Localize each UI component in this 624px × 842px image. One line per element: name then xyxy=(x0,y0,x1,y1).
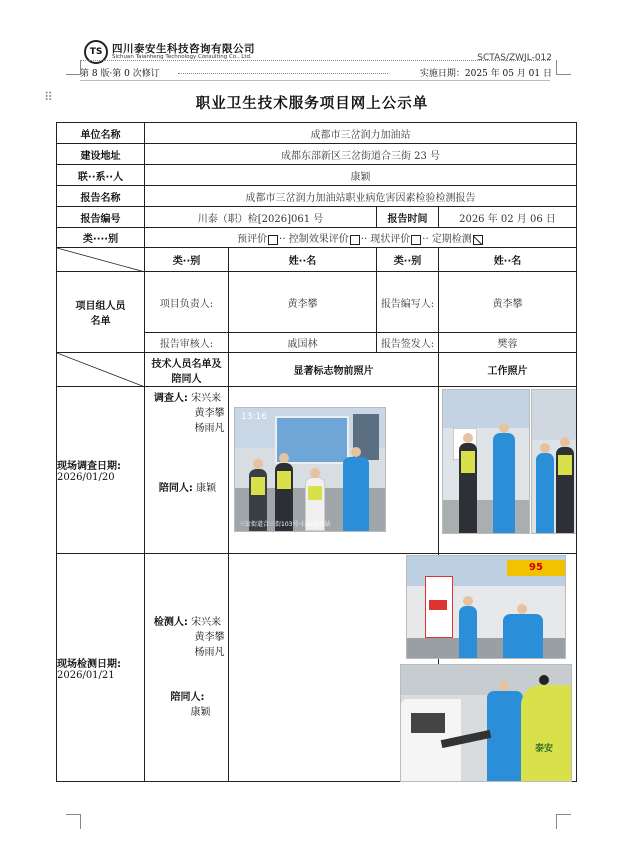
report-number-label: 报告编号 xyxy=(57,207,145,228)
inspector-name: 黄李攀 xyxy=(194,632,225,643)
company-name: 四川泰安生科技咨询有限公司 xyxy=(112,43,255,55)
address-label: 建设地址 xyxy=(57,144,145,165)
photo-caption: 三岔街道合三街103号·石油加油站 xyxy=(239,521,331,528)
inspector-label: 检测人: xyxy=(153,617,188,628)
report-writer-label: 报告编写人: xyxy=(377,272,439,333)
header-rule xyxy=(80,80,550,81)
type-option-label: 预评价 xyxy=(237,234,268,245)
report-signer-name: 樊蓉 xyxy=(439,333,577,353)
status-evaluation-checkbox[interactable] xyxy=(411,235,421,245)
report-time-value: 2026 年 02 月 06 日 xyxy=(439,207,577,228)
project-leader-name: 黄李攀 xyxy=(229,272,377,333)
periodic-inspection-checkbox[interactable] xyxy=(473,235,483,245)
report-time-label: 报告时间 xyxy=(377,207,439,228)
project-group-text: 项目组人员名单 xyxy=(75,301,126,327)
survey-landmark-photo-cell xyxy=(229,387,439,554)
page-corner-mark xyxy=(66,60,81,75)
report-reviewer-name: 戚国林 xyxy=(229,333,377,353)
survey-date-cell xyxy=(57,387,145,554)
company-logo: TS xyxy=(84,40,108,64)
companion-name: 康颖 xyxy=(190,707,211,718)
companion-name: 康颖 xyxy=(196,483,217,494)
project-group-label xyxy=(57,272,145,353)
type-label: 类····别 xyxy=(57,228,145,248)
staff-name-header-2: 姓··名 xyxy=(439,248,577,272)
investigator-label: 调查人: xyxy=(153,393,188,404)
pre-evaluation-checkbox[interactable] xyxy=(268,235,278,245)
staff-type-header-2: 类··别 xyxy=(377,248,439,272)
inspection-photo-1 xyxy=(406,555,566,659)
diagonal-line xyxy=(57,248,145,272)
revision-label: 第 8 版·第 0 次修订 xyxy=(80,69,160,79)
inspection-staff-cell xyxy=(145,554,229,782)
page-corner-mark xyxy=(556,814,571,829)
control-effect-checkbox[interactable] xyxy=(350,235,360,245)
page-corner-mark xyxy=(556,60,571,75)
investigator-name: 宋兴来 xyxy=(191,393,222,404)
report-name-value: 成都市三岔润力加油站职业病危害因素检验检测报告 xyxy=(145,186,577,207)
page-corner-mark xyxy=(66,814,81,829)
header-dotted-line xyxy=(178,73,388,74)
vest-text: 泰安 xyxy=(535,744,554,754)
contact-value: 康颖 xyxy=(145,165,577,186)
report-writer-name: 黄李攀 xyxy=(439,272,577,333)
type-option-label: 现状评价 xyxy=(370,234,411,245)
work-photo-1 xyxy=(442,389,530,534)
staff-type-header: 类··别 xyxy=(145,248,229,272)
unit-name-label: 单位名称 xyxy=(57,123,145,144)
report-signer-label: 报告签发人: xyxy=(377,333,439,353)
document-code: SCTAS/ZWJL-012 xyxy=(477,53,552,63)
work-photo-header: 工作照片 xyxy=(439,353,577,387)
diagonal-line xyxy=(57,353,145,387)
landmark-photo-header: 显著标志物前照片 xyxy=(229,353,439,387)
implementation-date: 实施日期：2025 年 05 月 01 日 xyxy=(419,69,552,79)
inspection-date-cell xyxy=(57,554,145,782)
work-photo-2 xyxy=(531,389,577,534)
address-value: 成都东部新区三岔街道合三街 23 号 xyxy=(145,144,577,165)
survey-work-photo-cell xyxy=(439,387,577,554)
landmark-photo xyxy=(234,407,386,532)
type-option-label: 控制效果评价 xyxy=(288,234,349,245)
companion-label: 陪同人: xyxy=(170,692,205,703)
inspector-name: 宋兴来 xyxy=(191,617,222,628)
page-title: 职业卫生技术服务项目网上公示单 xyxy=(195,96,429,112)
survey-date-label: 现场调查日期: xyxy=(57,461,121,472)
company-name-en: Sichuan Taianheng Technology Consulting Co., Ltd. xyxy=(112,54,252,60)
staff-name-header: 姓··名 xyxy=(229,248,377,272)
type-options: 预评价 ·· 控制效果评价 ·· 现状评价 ·· 定期检测 xyxy=(145,228,577,248)
report-number-value: 川泰（职）检[2026]061 号 xyxy=(145,207,377,228)
tech-staff-header: 技术人员名单及陪同人 xyxy=(145,353,229,387)
inspection-date-label: 现场检测日期: xyxy=(57,658,121,670)
companion-label: 陪同人: xyxy=(158,483,193,494)
contact-label: 联··系··人 xyxy=(57,165,145,186)
pump-number: 95 xyxy=(507,560,565,576)
photo-timestamp: 13:16 xyxy=(241,412,267,422)
survey-date: 2026/01/20 xyxy=(57,472,115,483)
inspection-date: 2026/01/21 xyxy=(57,669,115,681)
report-reviewer-label: 报告审核人: xyxy=(145,333,229,353)
investigator-name: 黄李攀 xyxy=(194,408,225,419)
survey-staff-cell xyxy=(145,387,229,554)
inspection-photo-2 xyxy=(400,664,572,782)
unit-name-value: 成都市三岔润力加油站 xyxy=(145,123,577,144)
investigator-name: 杨雨凡 xyxy=(194,423,225,434)
table-move-handle-icon[interactable]: ⠿ xyxy=(44,90,53,104)
diagonal-header-cell xyxy=(57,248,145,272)
diagonal-header-cell-2 xyxy=(57,353,145,387)
type-option-label: 定期检测 xyxy=(431,234,472,245)
report-name-label: 报告名称 xyxy=(57,186,145,207)
project-leader-label: 项目负责人: xyxy=(145,272,229,333)
inspector-name: 杨雨凡 xyxy=(194,647,225,658)
